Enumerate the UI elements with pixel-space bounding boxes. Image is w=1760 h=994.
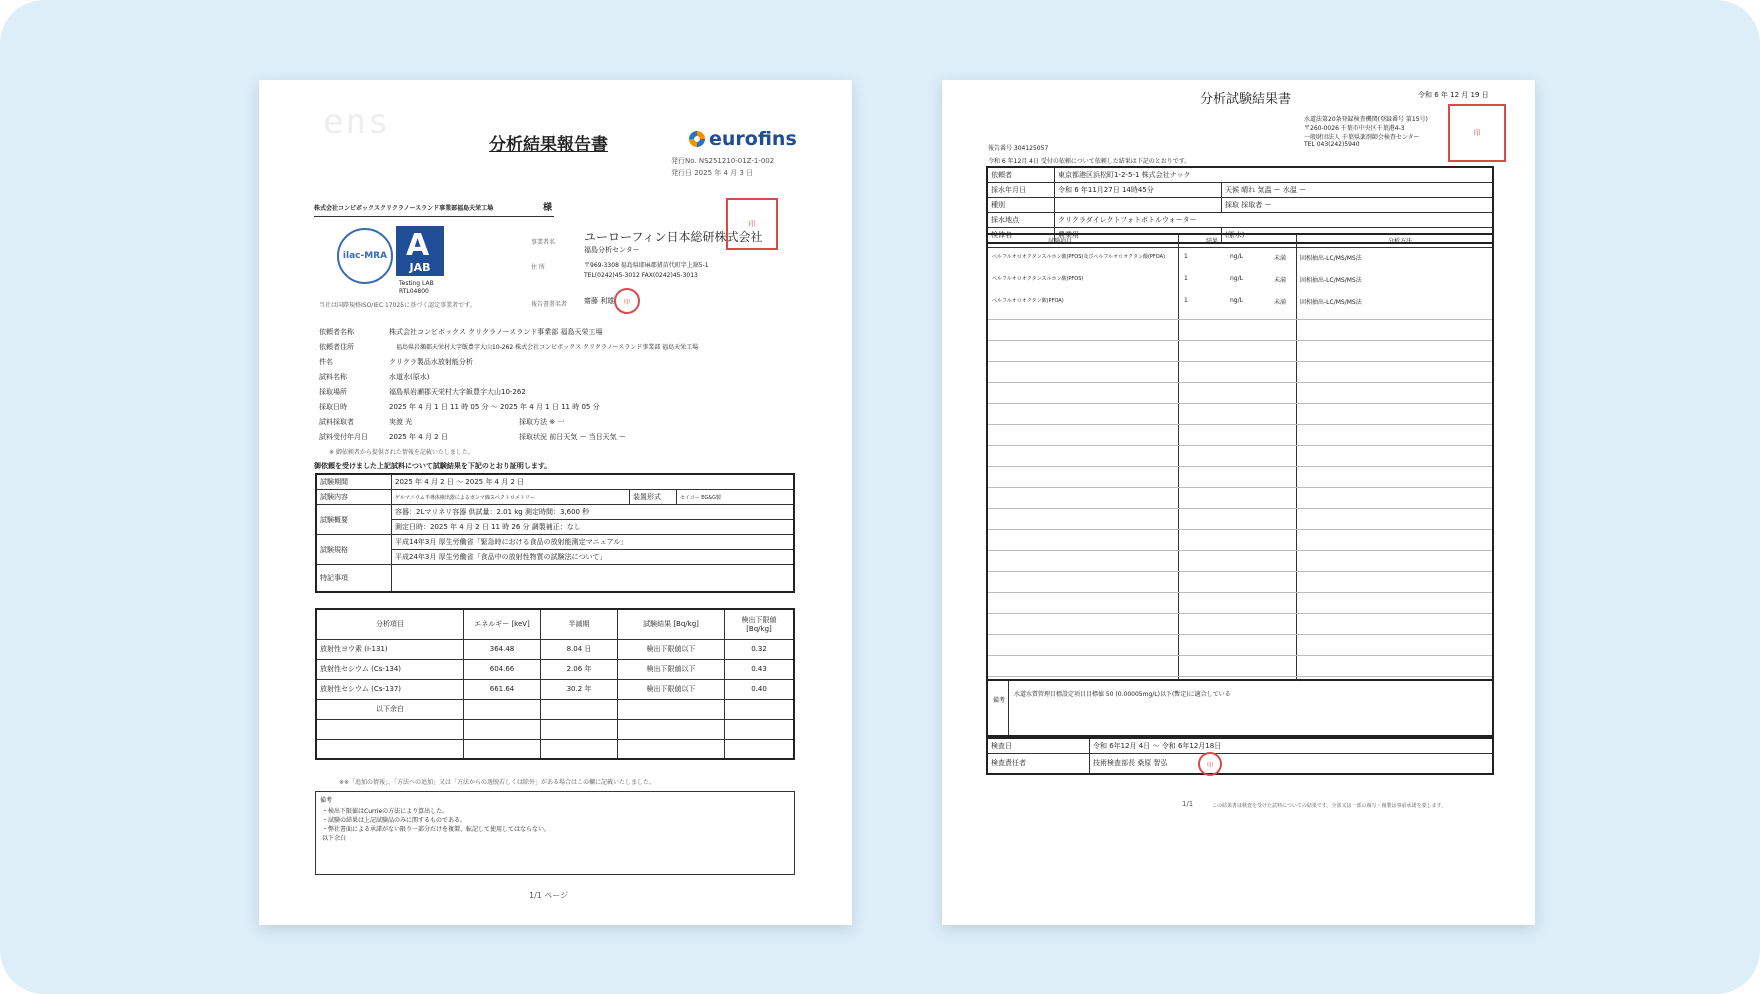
table-row: 放射性ヨウ素 (I-131) 364.48 8.04 日 検出下限値以下 0.32 <box>316 639 794 659</box>
statement: 御依頼を受けました上記試料について試験結果を下記のとおり証明します。 <box>314 462 552 470</box>
recipient-underline <box>314 216 554 217</box>
row-rule <box>988 676 1492 677</box>
remark-line: ・試験の結果は上記試験品のみに関するものである。 <box>322 817 467 824</box>
testing-lab: Testing LAB <box>399 280 434 287</box>
remark-line: ・検出下限値はCurrieの方法により算出した。 <box>322 808 449 815</box>
intro-text: 令和 6 年12月 4日 受付の依頼について依頼した結果は下記のとおりです。 <box>988 158 1191 165</box>
field-sample-name: 試料名称 水道水(原水) <box>319 373 430 381</box>
row-rule <box>988 319 1492 320</box>
eurofins-brand: eurofins <box>709 128 797 150</box>
field-subject: 件名 クリクラ製品水放射能分析 <box>319 358 473 366</box>
iso-note: 当社は国際規格ISO/IEC 17025に基づく認定事業者です。 <box>319 302 476 309</box>
eurofins-logo <box>689 128 797 150</box>
left-report-page <box>259 80 852 925</box>
right-results-table: 試験項目 結果 分析方法 ペルフルオロオクタンスルホン酸(PFOS)及びペルフルオロオクタン酸(PFOA) 1 ng/L 未満 固相抽出-LC/MS/MS法 ペルフルオロオクタンスルホン酸(PFOS) 1 ng/L 未満 固相抽出-LC/MS/MS法 ペルフルオロオクタン酸(PFOA) 1 ng/L 未満 固相抽出-LC/MS/MS法 <box>986 233 1494 681</box>
address-label: 住 所 <box>531 264 545 271</box>
row-rule <box>988 571 1492 572</box>
row-rule <box>988 655 1492 656</box>
issue-date: 発行日 2025 年 4 月 3 日 <box>671 169 754 177</box>
remarks-title: 備考 <box>320 797 333 804</box>
info-table: 依頼者 東京都港区浜松町1-2-5-1 株式会社ナック 採水年月日 令和 6 年11月27日 14時45分 天候 晴れ 気温 ー 水温 ー 種別 採取 採取者 ー 採水地点 クリクラダイレクトフォトボトルウォーター 検体名 農業用 (原水) <box>986 166 1494 244</box>
lab-office: 福島分析センター <box>584 246 640 254</box>
right-remarks-label: 備考 <box>993 697 1006 704</box>
row-rule <box>988 529 1492 530</box>
inspector-seal: 印 <box>1198 752 1222 776</box>
approver-name: 齋藤 利雄 <box>584 297 615 305</box>
left-report-title: 分析結果報告書 <box>489 135 608 155</box>
table-row: 放射性セシウム (Cs-137) 661.64 30.2 年 検出下限値以下 0.40 <box>316 679 794 699</box>
fields-note: ※ 御依頼者から提供された情報を記載いたしました。 <box>329 449 474 456</box>
lab-header-line: TEL 043(242)5940 <box>1304 141 1360 148</box>
row-rule <box>988 466 1492 467</box>
row-rule <box>988 508 1492 509</box>
header-energy: エネルギー [keV] <box>464 609 541 639</box>
remark-line: 以下余白 <box>322 835 347 842</box>
business-label: 事業者名 <box>531 239 556 246</box>
right-report-page <box>942 80 1535 925</box>
row-rule <box>988 634 1492 635</box>
left-page-number: 1/1 ページ <box>529 891 569 900</box>
table-row: 以下余白 <box>316 699 794 719</box>
rtl-number: RTL04800 <box>399 288 429 295</box>
field-receipt-date: 試料受付年月日 2025 年 4 月 2 日 <box>319 433 448 441</box>
approver-label: 報告書署名者 <box>531 301 568 308</box>
row-rule <box>988 403 1492 404</box>
right-report-date: 令和 6 年 12 月 19 日 <box>1418 91 1489 99</box>
right-page-number: 1/1 <box>1182 800 1194 808</box>
ilac-mra-logo: ilac-MRA <box>337 228 393 284</box>
field-client-address: 依頼者住所 福島県岩瀬郡天栄村大字飯豊字大山10-262 株式会社コンビボックス クリクラノースランド事業部 福島天栄工場 <box>319 343 699 351</box>
right-remarks-text: 水道水質管理目標設定項目目標値 50 (0.00005mg/L)以下(暫定)に適合している <box>1014 691 1231 698</box>
lab-tel: TEL(0242)45-3012 FAX(0242)45-3013 <box>584 272 698 279</box>
row-rule <box>988 445 1492 446</box>
header-item: 分析項目 <box>316 609 464 639</box>
row-rule <box>988 361 1492 362</box>
lab-seal: 印 <box>1448 104 1506 162</box>
lab-header-line: 一般財団法人 千葉県薬剤師会検査センター <box>1304 134 1420 141</box>
table-note: ※※「追加の情報」、「方法への追加」又は「方法からの逸脱若しくは除外」がある場合はこの欄に記載いたしました。 <box>339 779 656 786</box>
table-row: 放射性セシウム (Cs-134) 604.66 2.06 年 検出下限値以下 0.43 <box>316 659 794 679</box>
header-half-life: 半減期 <box>541 609 618 639</box>
approver-seal: 印 <box>614 288 640 314</box>
lab-header-line: 水道法第20条登録検査機関(登録番号 第15号) <box>1304 116 1428 123</box>
remarks-box <box>315 791 795 875</box>
field-sampling-datetime: 採取日時 2025 年 4 月 1 日 11 時 05 分 〜 2025 年 4 月 1 日 11 時 05 分 <box>319 403 600 411</box>
eurofins-logo-icon <box>689 131 705 147</box>
report-number: 報告番号 304125057 <box>988 145 1049 152</box>
header-result: 試験結果 [Bq/kg] <box>618 609 725 639</box>
conditions-table: 試験期間 2025 年 4 月 2 日 〜 2025 年 4 月 2 日 試験内容 ゲルマニウム半導体検出器によるガンマ線スペクトロメトリー 装置形式 セイコー EG&G製 試験概要 容器：2Lマリネリ容器 供試量：2.01 kg 測定時間：3,600 秒 測定日時：2025 年 4 月 2 日 11 時 26 分 調製補正：なし 試験規格 平成14年3月 厚生労働省「緊急時における食品の放射能測定マニュアル」 平成24年3月 厚生労働省「食品中の放射性物質の試験法について」 特記事項 <box>315 473 795 593</box>
right-footer-note: この結果書は検査を受けた試料についての結果です。全部又は一部の複写・複製は事前承諾を要します。 <box>1212 803 1447 809</box>
row-rule <box>988 382 1492 383</box>
lab-company: ユーローフィン日本総研株式会社 <box>584 230 763 244</box>
field-sampler: 試料採取者 実渡 光 <box>319 418 413 426</box>
right-results-header: 試験項目 結果 分析方法 <box>988 235 1492 248</box>
watermark: ens <box>323 102 391 142</box>
recipient: 株式会社コンビボックスクリクラノースランド事業部福島天栄工場 <box>314 205 494 212</box>
row-rule <box>988 340 1492 341</box>
field-sampling-place: 採取場所 福島県岩瀬郡天栄村大字飯豊字大山10-262 <box>319 388 526 396</box>
issue-no: 発行No. NS251210-01Z-1-002 <box>671 157 775 165</box>
jab-logo: A JAB <box>396 226 444 276</box>
right-remarks-box <box>986 681 1494 737</box>
row-rule <box>988 592 1492 593</box>
sampling-weather: 採取状況 前日天気 ー 当日天気 ー <box>519 433 626 441</box>
lab-header-line: 〒260-0026 千葉市中央区千葉港4-3 <box>1304 125 1405 132</box>
company-seal: 印 <box>726 198 778 250</box>
row-rule <box>988 487 1492 488</box>
row-rule <box>988 424 1492 425</box>
lab-address: 〒969-3308 福島県耶麻郡猪苗代町字上舘5-1 <box>584 262 709 269</box>
field-client-name: 依頼者名称 株式会社コンビボックス クリクラノースランド事業部 福島天栄工場 <box>319 328 603 336</box>
honorific: 様 <box>543 203 553 213</box>
row-rule <box>988 613 1492 614</box>
right-report-title: 分析試験結果書 <box>1200 92 1292 107</box>
row-rule <box>988 550 1492 551</box>
inspection-table: 検査日 令和 6年12月 4日 〜 令和 6年12月18日 検査責任者 技術検査部長 桑原 智弘 <box>986 737 1494 775</box>
header-limit: 検出下限値 [Bq/kg] <box>725 609 795 639</box>
results-table <box>315 608 795 760</box>
sampling-method: 採取方法 ※ 一 <box>519 418 565 426</box>
remark-line: ・弊社書面による承諾がない限り一部分だけを複製、転記して使用してはならない。 <box>322 826 551 833</box>
